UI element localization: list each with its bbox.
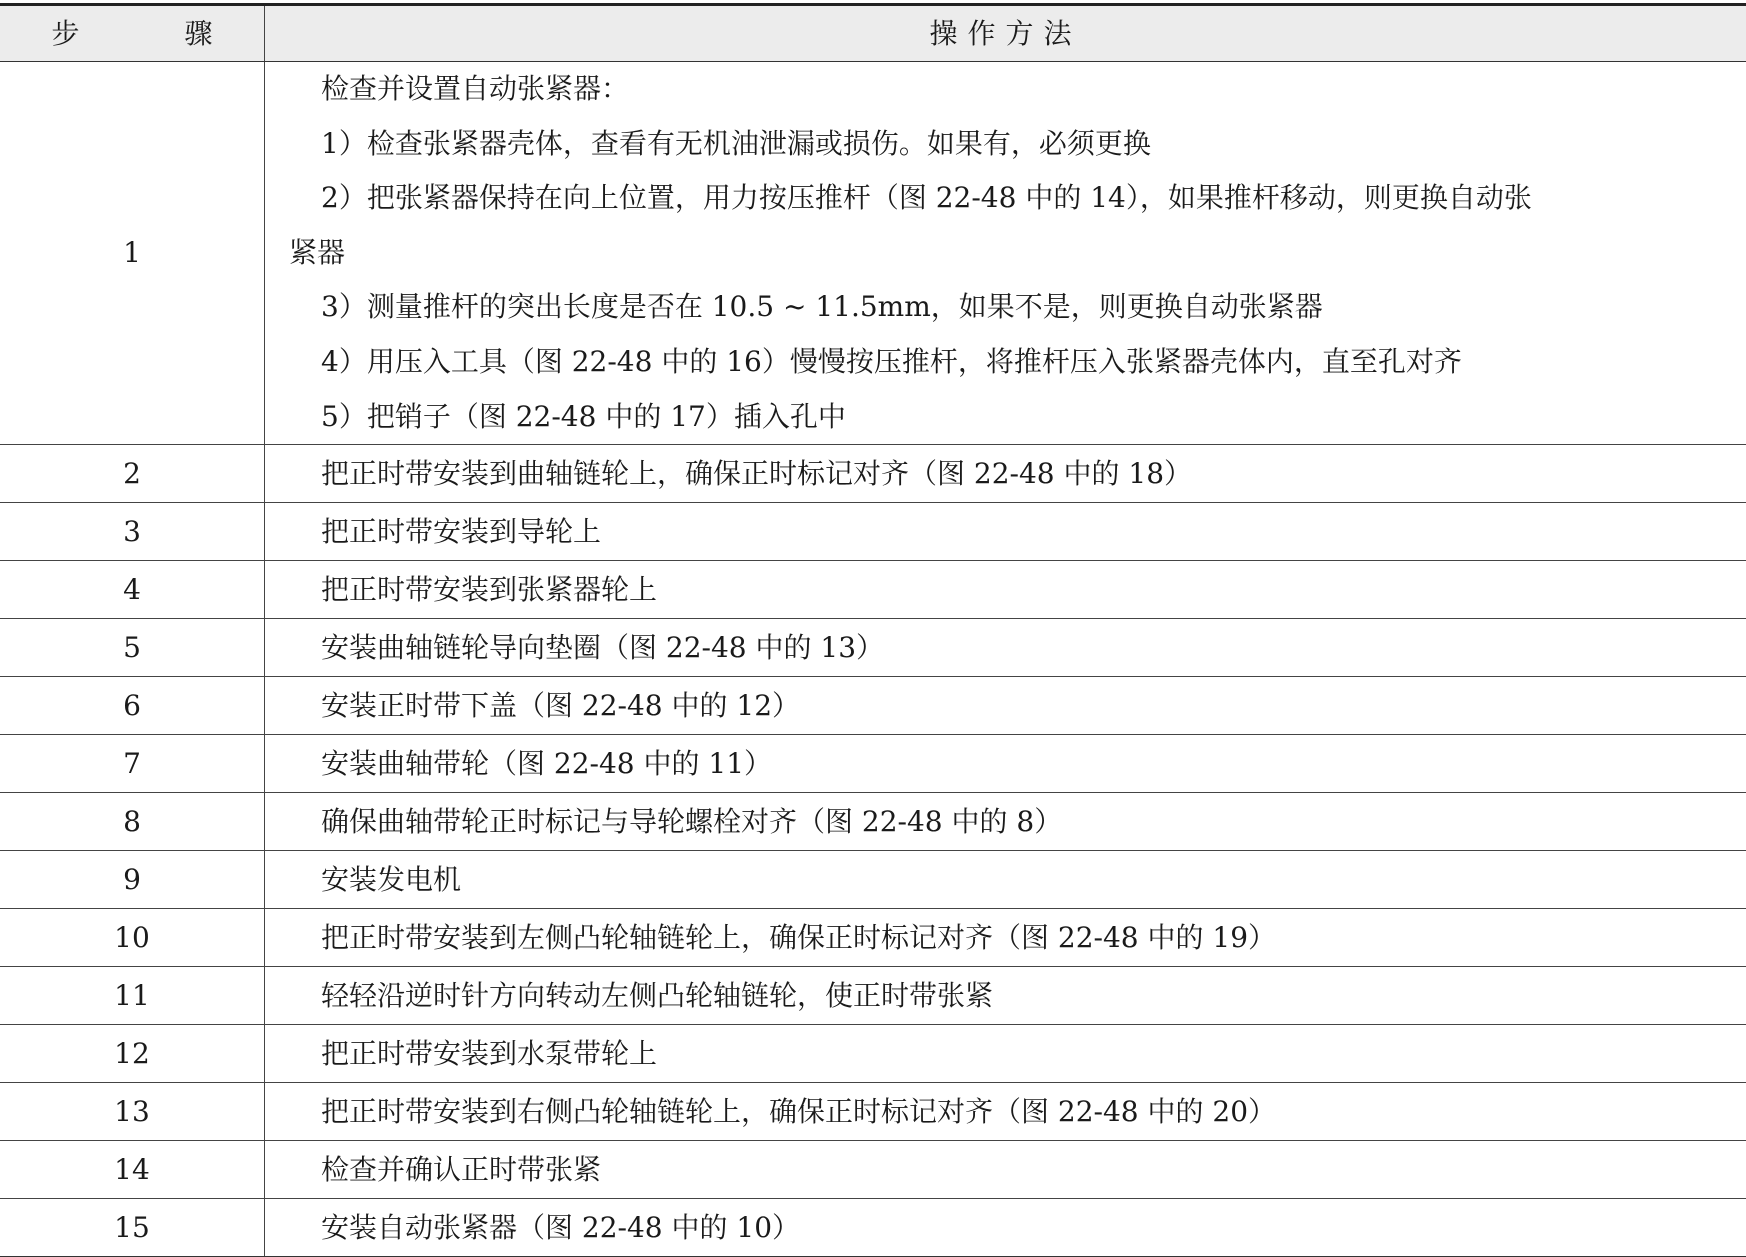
step1-lines bbox=[265, 62, 1746, 444]
step-method bbox=[265, 62, 1746, 445]
step-method: 安装正时带下盖（图 22-48 中的 12） bbox=[265, 677, 1746, 735]
step-number: 9 bbox=[0, 851, 265, 909]
step-method: 把正时带安装到水泵带轮上 bbox=[265, 1025, 1746, 1083]
header-step-label: 步 骤 bbox=[4, 17, 261, 50]
method-line: 5）把销子（图 22-48 中的 17）插入孔中 bbox=[265, 390, 1730, 445]
table-row bbox=[0, 1199, 1746, 1257]
method-line: 2）把张紧器保持在向上位置，用力按压推杆（图 22-48 中的 14），如果推杆移动，则更换自动张 bbox=[265, 171, 1730, 226]
step-method: 安装曲轴链轮导向垫圈（图 22-48 中的 13） bbox=[265, 619, 1746, 677]
step-number: 6 bbox=[0, 677, 265, 735]
step-number: 12 bbox=[0, 1025, 265, 1083]
method-line: 紧器 bbox=[265, 226, 1730, 281]
table-row bbox=[0, 735, 1746, 793]
procedure-table bbox=[0, 3, 1746, 1257]
header-method bbox=[265, 5, 1746, 62]
step-method: 把正时带安装到张紧器轮上 bbox=[265, 561, 1746, 619]
step-number: 14 bbox=[0, 1141, 265, 1199]
table-row bbox=[0, 793, 1746, 851]
header-row bbox=[0, 5, 1746, 62]
step-method: 把正时带安装到导轮上 bbox=[265, 503, 1746, 561]
step-method: 安装曲轴带轮（图 22-48 中的 11） bbox=[265, 735, 1746, 793]
step-number: 4 bbox=[0, 561, 265, 619]
step-number: 13 bbox=[0, 1083, 265, 1141]
step-number: 8 bbox=[0, 793, 265, 851]
table-row bbox=[0, 445, 1746, 503]
table-row bbox=[0, 619, 1746, 677]
step-number: 15 bbox=[0, 1199, 265, 1257]
method-line: 检查并设置自动张紧器： bbox=[265, 62, 1730, 117]
step-number: 2 bbox=[0, 445, 265, 503]
step-method: 轻轻沿逆时针方向转动左侧凸轮轴链轮，使正时带张紧 bbox=[265, 967, 1746, 1025]
table-row bbox=[0, 561, 1746, 619]
method-line: 3）测量推杆的突出长度是否在 10.5 ~ 11.5mm，如果不是，则更换自动张紧器 bbox=[265, 280, 1730, 335]
table-row bbox=[0, 62, 1746, 445]
table-row bbox=[0, 909, 1746, 967]
step-method: 安装自动张紧器（图 22-48 中的 10） bbox=[265, 1199, 1746, 1257]
step-method: 把正时带安装到曲轴链轮上，确保正时标记对齐（图 22-48 中的 18） bbox=[265, 445, 1746, 503]
step-method: 检查并确认正时带张紧 bbox=[265, 1141, 1746, 1199]
step-method: 把正时带安装到右侧凸轮轴链轮上，确保正时标记对齐（图 22-48 中的 20） bbox=[265, 1083, 1746, 1141]
step-method: 把正时带安装到左侧凸轮轴链轮上，确保正时标记对齐（图 22-48 中的 19） bbox=[265, 909, 1746, 967]
table-row bbox=[0, 1141, 1746, 1199]
method-line: 1）检查张紧器壳体，查看有无机油泄漏或损伤。如果有，必须更换 bbox=[265, 117, 1730, 172]
step-number: 10 bbox=[0, 909, 265, 967]
step-number: 5 bbox=[0, 619, 265, 677]
table-row bbox=[0, 503, 1746, 561]
table-row bbox=[0, 1083, 1746, 1141]
table-row bbox=[0, 1025, 1746, 1083]
step-number: 3 bbox=[0, 503, 265, 561]
header-step bbox=[0, 5, 265, 62]
step-method: 确保曲轴带轮正时标记与导轮螺栓对齐（图 22-48 中的 8） bbox=[265, 793, 1746, 851]
step-number: 1 bbox=[0, 62, 265, 445]
table-row bbox=[0, 851, 1746, 909]
step-number: 7 bbox=[0, 735, 265, 793]
step-method: 安装发电机 bbox=[265, 851, 1746, 909]
table-row bbox=[0, 677, 1746, 735]
table-header bbox=[0, 5, 1746, 62]
step-number: 11 bbox=[0, 967, 265, 1025]
table-body bbox=[0, 62, 1746, 1257]
header-method-label: 操作方法 bbox=[929, 17, 1081, 50]
method-line: 4）用压入工具（图 22-48 中的 16）慢慢按压推杆，将推杆压入张紧器壳体内，直至孔对齐 bbox=[265, 335, 1730, 390]
table-row bbox=[0, 967, 1746, 1025]
